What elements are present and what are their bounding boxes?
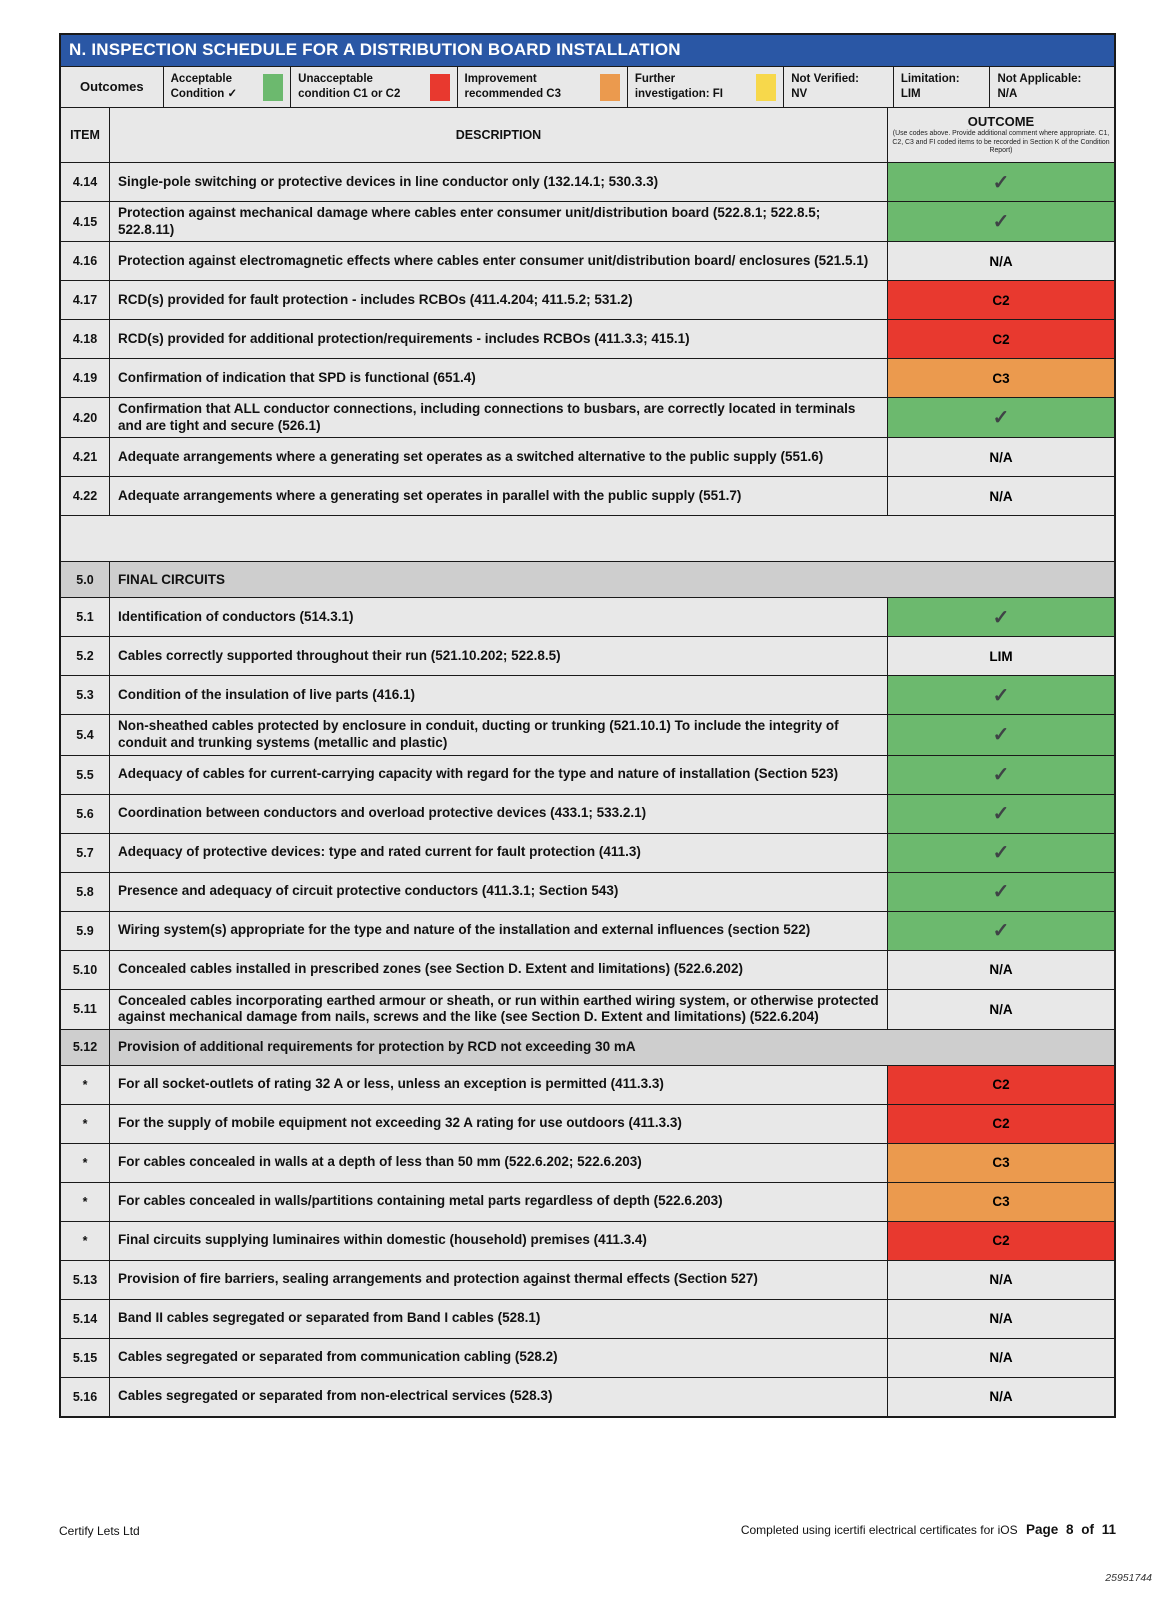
outcome-check: ✓ bbox=[887, 834, 1114, 872]
legend-acceptable-line1: Acceptable bbox=[170, 73, 232, 86]
outcome-c2: C2 bbox=[887, 1105, 1114, 1143]
outcome-c2: C2 bbox=[887, 1222, 1114, 1260]
item-description: Concealed cables installed in prescribed zones (see Section D. Extent and limitations) (522.6.202) bbox=[118, 961, 743, 977]
outcome-check: ✓ bbox=[887, 795, 1114, 833]
legend-further-line1: Further bbox=[634, 73, 676, 86]
table-row bbox=[61, 1104, 1114, 1143]
item-description: Concealed cables incorporating earthed armour or sheath, or run within earthed wiring system, or otherwise protected against mechanical damage from nails, screws and the like (see Section D. Extent and limitations) (522.6.204) bbox=[118, 992, 879, 1025]
column-header-description: DESCRIPTION bbox=[455, 128, 542, 142]
table-row bbox=[61, 714, 1114, 754]
item-number: 5.2 bbox=[61, 637, 110, 675]
outcome-check: ✓ bbox=[887, 676, 1114, 714]
table-row bbox=[61, 597, 1114, 636]
item-description: Protection against electromagnetic effects where cables enter consumer unit/distribution board/ enclosures (521.5.1) bbox=[118, 252, 869, 268]
outcome-check: ✓ bbox=[887, 202, 1114, 241]
outcome-header-title: OUTCOME bbox=[967, 114, 1035, 130]
legend-outcomes-label: Outcomes bbox=[61, 67, 164, 107]
outcome-c2: C2 bbox=[887, 1066, 1114, 1104]
outcome-check: ✓ bbox=[887, 912, 1114, 950]
table-row bbox=[61, 358, 1114, 397]
item-description: For cables concealed in walls at a depth of less than 50 mm (522.6.202; 522.6.203) bbox=[118, 1154, 642, 1170]
table-row bbox=[61, 675, 1114, 714]
footer-completed-text: Completed using icertifi electrical certificates for iOS bbox=[740, 1523, 1018, 1537]
item-number: 5.0 bbox=[61, 562, 110, 597]
item-description: For cables concealed in walls/partitions containing metal parts regardless of depth (522.6.203) bbox=[118, 1193, 723, 1209]
footer-serial-number: 25951744 bbox=[1105, 1572, 1152, 1584]
footer-page-indicator: Page 8 of 11 bbox=[1025, 1522, 1116, 1537]
item-description: Adequacy of cables for current-carrying capacity with regard for the type and nature of installation (Section 523) bbox=[118, 766, 839, 782]
item-number: 5.6 bbox=[61, 795, 110, 833]
column-header-item: ITEM bbox=[61, 108, 110, 162]
table-row bbox=[61, 950, 1114, 989]
item-description: Cables segregated or separated from communication cabling (528.2) bbox=[118, 1349, 558, 1365]
outcome-check: ✓ bbox=[887, 398, 1114, 437]
item-number: 5.9 bbox=[61, 912, 110, 950]
item-number: 5.11 bbox=[61, 990, 110, 1029]
outcome-check: ✓ bbox=[887, 715, 1114, 754]
table-row bbox=[61, 911, 1114, 950]
table-row bbox=[61, 636, 1114, 675]
item-description: Final circuits supplying luminaires within domestic (household) premises (411.3.4) bbox=[118, 1232, 647, 1248]
legend-acceptable bbox=[164, 67, 292, 107]
item-description: Condition of the insulation of live parts (416.1) bbox=[118, 687, 416, 703]
outcome-na: N/A bbox=[887, 1300, 1114, 1338]
item-description: For all socket-outlets of rating 32 A or less, unless an exception is permitted (411.3.3) bbox=[118, 1076, 664, 1092]
table-column-header bbox=[61, 107, 1114, 162]
item-number: 4.15 bbox=[61, 202, 110, 241]
item-description: Provision of additional requirements for protection by RCD not exceeding 30 mA bbox=[118, 1038, 636, 1054]
legend-acceptable-line2: Condition ✓ bbox=[170, 88, 238, 100]
table-row bbox=[61, 1377, 1114, 1416]
outcome-check: ✓ bbox=[887, 756, 1114, 794]
outcome-c2: C2 bbox=[887, 320, 1114, 358]
outcome-header-note: (Use codes above. Provide additional comment where appropriate. C1, C2, C3 and FI coded items to be recorded in Section K of the Condition Report) bbox=[892, 130, 1110, 155]
legend-lim-line1: Limitation: bbox=[900, 73, 960, 86]
item-description: Identification of conductors (514.3.1) bbox=[118, 609, 354, 625]
table-row bbox=[61, 1143, 1114, 1182]
item-description: Cables correctly supported throughout their run (521.10.202; 522.8.5) bbox=[118, 648, 561, 664]
item-number: 4.18 bbox=[61, 320, 110, 358]
item-number: 5.8 bbox=[61, 873, 110, 911]
item-number: 5.7 bbox=[61, 834, 110, 872]
legend-swatch-unacceptable bbox=[430, 74, 450, 101]
section-header-row bbox=[61, 561, 1114, 597]
outcome-c3: C3 bbox=[887, 1183, 1114, 1221]
item-description: Confirmation that ALL conductor connections, including connections to busbars, are correctly located in terminals and are tight and secure (526.1) bbox=[118, 401, 856, 433]
table-row bbox=[61, 794, 1114, 833]
item-description: Adequate arrangements where a generating set operates in parallel with the public supply (551.7) bbox=[118, 488, 742, 504]
item-description: Coordination between conductors and overload protective devices (433.1; 533.2.1) bbox=[118, 805, 647, 821]
legend-unacceptable bbox=[291, 67, 457, 107]
legend-improvement bbox=[458, 67, 628, 107]
legend-improvement-line2: recommended C3 bbox=[464, 88, 562, 100]
table-row bbox=[61, 162, 1114, 201]
table-row bbox=[61, 1338, 1114, 1377]
section-header-row bbox=[61, 1029, 1114, 1065]
item-description: Adequacy of protective devices: type and rated current for fault protection (411.3) bbox=[118, 844, 641, 860]
item-number: 4.21 bbox=[61, 438, 110, 476]
outcome-na: N/A bbox=[887, 990, 1114, 1029]
footer-company: Certify Lets Ltd bbox=[59, 1524, 140, 1538]
item-description: Provision of fire barriers, sealing arrangements and protection against thermal effects (Section 527) bbox=[118, 1271, 758, 1287]
outcome-check: ✓ bbox=[887, 873, 1114, 911]
legend-unacceptable-line1: Unacceptable bbox=[298, 73, 373, 86]
item-description: Band II cables segregated or separated from Band I cables (528.1) bbox=[118, 1310, 541, 1326]
legend-nv-line1: Not Verified: bbox=[791, 73, 859, 86]
outcome-check: ✓ bbox=[887, 163, 1114, 201]
legend-further-investigation bbox=[628, 67, 784, 107]
item-number: 5.16 bbox=[61, 1378, 110, 1416]
item-description: RCD(s) provided for additional protection/requirements - includes RCBOs (411.3.3; 415.1) bbox=[118, 330, 690, 346]
item-number: * bbox=[61, 1222, 110, 1260]
table-row bbox=[61, 755, 1114, 794]
item-number: * bbox=[61, 1105, 110, 1143]
item-description bbox=[61, 516, 1114, 561]
item-number: 5.5 bbox=[61, 756, 110, 794]
outcome-c3: C3 bbox=[887, 359, 1114, 397]
item-description: For the supply of mobile equipment not exceeding 32 A rating for use outdoors (411.3.3) bbox=[118, 1115, 682, 1131]
legend-improvement-line1: Improvement bbox=[464, 73, 537, 86]
item-number: 5.4 bbox=[61, 715, 110, 754]
legend-lim-line2: LIM bbox=[900, 88, 921, 100]
item-number: 4.16 bbox=[61, 242, 110, 280]
item-number: * bbox=[61, 1144, 110, 1182]
table-row bbox=[61, 280, 1114, 319]
item-description: Single-pole switching or protective devices in line conductor only (132.14.1; 530.3.3) bbox=[118, 173, 659, 189]
inspection-schedule-table bbox=[59, 33, 1116, 1418]
item-number: 4.17 bbox=[61, 281, 110, 319]
item-description: Non-sheathed cables protected by enclosure in conduit, ducting or trunking (521.10.1) To include the integrity of conduit and trunking systems (metallic and plastic) bbox=[118, 718, 839, 750]
item-description: Cables segregated or separated from non-electrical services (528.3) bbox=[118, 1388, 553, 1404]
legend-na-line2: N/A bbox=[997, 88, 1018, 100]
table-row bbox=[61, 1221, 1114, 1260]
item-description: Presence and adequacy of circuit protective conductors (411.3.1; Section 543) bbox=[118, 883, 619, 899]
table-row bbox=[61, 319, 1114, 358]
table-row bbox=[61, 1260, 1114, 1299]
spacer-row bbox=[61, 515, 1114, 561]
table-row bbox=[61, 989, 1114, 1029]
legend-not-verified bbox=[784, 67, 894, 107]
item-number: 5.15 bbox=[61, 1339, 110, 1377]
outcome-na: N/A bbox=[887, 477, 1114, 515]
item-number: 5.3 bbox=[61, 676, 110, 714]
item-number: 5.1 bbox=[61, 598, 110, 636]
legend-nv-line2: NV bbox=[791, 88, 808, 100]
item-number: 5.13 bbox=[61, 1261, 110, 1299]
table-row bbox=[61, 1299, 1114, 1338]
item-number: 4.19 bbox=[61, 359, 110, 397]
legend-na-line1: Not Applicable: bbox=[997, 73, 1082, 86]
item-number: 5.14 bbox=[61, 1300, 110, 1338]
outcome-c2: C2 bbox=[887, 281, 1114, 319]
table-row bbox=[61, 476, 1114, 515]
item-description: Protection against mechanical damage where cables enter consumer unit/distribution board (522.8.1; 522.8.5; 522.8.11) bbox=[118, 205, 821, 237]
outcome-na: N/A bbox=[887, 1261, 1114, 1299]
outcome-na: N/A bbox=[887, 951, 1114, 989]
item-description: Confirmation of indication that SPD is functional (651.4) bbox=[118, 369, 476, 385]
legend-swatch-improvement bbox=[600, 74, 620, 101]
item-number: 4.14 bbox=[61, 163, 110, 201]
item-number: 5.10 bbox=[61, 951, 110, 989]
table-row bbox=[61, 1065, 1114, 1104]
column-header-outcome bbox=[887, 108, 1114, 162]
table-row bbox=[61, 241, 1114, 280]
outcome-c3: C3 bbox=[887, 1144, 1114, 1182]
outcome-na: N/A bbox=[887, 1378, 1114, 1416]
table-row bbox=[61, 872, 1114, 911]
item-description: Wiring system(s) appropriate for the type and nature of the installation and external influences (section 522) bbox=[118, 922, 811, 938]
item-description: RCD(s) provided for fault protection - includes RCBOs (411.4.204; 411.5.2; 531.2) bbox=[118, 291, 633, 307]
section-title: N. INSPECTION SCHEDULE FOR A DISTRIBUTION BOARD INSTALLATION bbox=[61, 35, 1114, 66]
table-row bbox=[61, 437, 1114, 476]
outcome-check: ✓ bbox=[887, 598, 1114, 636]
item-number: 4.22 bbox=[61, 477, 110, 515]
item-number: * bbox=[61, 1066, 110, 1104]
outcome-na: N/A bbox=[887, 438, 1114, 476]
outcome-na: N/A bbox=[887, 1339, 1114, 1377]
item-description: FINAL CIRCUITS bbox=[118, 571, 225, 587]
legend-swatch-acceptable bbox=[263, 74, 283, 101]
outcomes-legend bbox=[61, 66, 1114, 107]
outcome-na: N/A bbox=[887, 242, 1114, 280]
legend-limitation bbox=[894, 67, 991, 107]
item-number: 4.20 bbox=[61, 398, 110, 437]
table-row bbox=[61, 201, 1114, 241]
item-description: Adequate arrangements where a generating set operates as a switched alternative to the public supply (551.6) bbox=[118, 449, 824, 465]
table-row bbox=[61, 1182, 1114, 1221]
legend-not-applicable bbox=[990, 67, 1114, 107]
legend-unacceptable-line2: condition C1 or C2 bbox=[298, 88, 401, 100]
legend-swatch-further bbox=[756, 74, 776, 101]
item-number: * bbox=[61, 1183, 110, 1221]
table-row bbox=[61, 397, 1114, 437]
outcome-lim: LIM bbox=[887, 637, 1114, 675]
table-row bbox=[61, 833, 1114, 872]
footer-right bbox=[741, 1522, 1116, 1537]
item-number: 5.12 bbox=[61, 1030, 110, 1065]
legend-further-line2: investigation: FI bbox=[634, 88, 723, 100]
table-body bbox=[61, 162, 1114, 1416]
